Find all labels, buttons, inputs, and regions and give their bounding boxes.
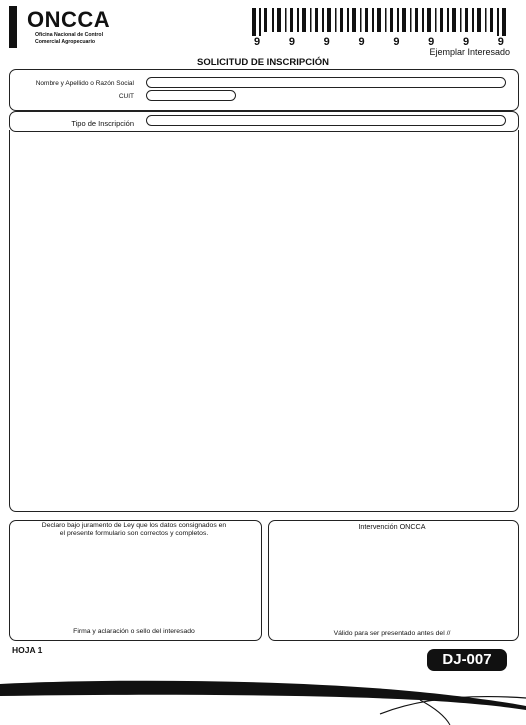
declaration-line-2: el presente formulario son correctos y completos. [59, 530, 209, 537]
nombre-field[interactable] [146, 77, 506, 88]
declaration-box [9, 520, 262, 641]
sheet-number: HOJA 1 [12, 645, 43, 655]
barcode [252, 8, 508, 36]
barcode-digit: 9 [393, 36, 400, 48]
validity-label: Válido para ser presentado antes del // [333, 630, 451, 637]
intervention-title: Intervención ONCCA [358, 522, 426, 531]
logo-subtitle-line-1: Oficina Nacional de Control [35, 32, 104, 38]
logo-subtitle-line-2: Comercial Agropecuario [35, 38, 96, 45]
logo-mark [9, 6, 17, 48]
tipo-label: Tipo de Inscripción [71, 119, 134, 128]
tipo-field[interactable] [146, 115, 506, 126]
decorative-swoosh [0, 676, 526, 725]
barcode-digit: 9 [497, 36, 504, 48]
form-body-area[interactable] [9, 130, 519, 512]
declaration-text [14, 522, 254, 538]
form-title: SOLICITUD DE INSCRIPCIÓN [197, 57, 329, 68]
nombre-label: Nombre y Apellido o Razón Social [35, 80, 134, 87]
barcode-digit: 9 [428, 36, 435, 48]
cuit-label: CUIT [118, 93, 134, 100]
barcode-digit: 9 [462, 36, 470, 48]
intervention-box [268, 520, 519, 641]
signature-label: Firma y aclaración o sello del interesado [73, 628, 195, 635]
cuit-field[interactable] [146, 90, 236, 101]
declaration-line-1: Declaro bajo juramento de Ley que los datos consignados en [41, 522, 227, 529]
barcode-digit: 9 [254, 36, 261, 48]
logo-name: ONCCA [27, 7, 111, 32]
form-code-badge: DJ-007 [427, 649, 507, 671]
barcode-digit: 9 [323, 36, 330, 48]
logo-subtitle [35, 32, 125, 45]
copy-label: Ejemplar Interesado [429, 47, 510, 57]
identification-section [9, 69, 519, 111]
barcode-digit: 9 [358, 36, 365, 48]
barcode-digit: 9 [288, 36, 295, 48]
